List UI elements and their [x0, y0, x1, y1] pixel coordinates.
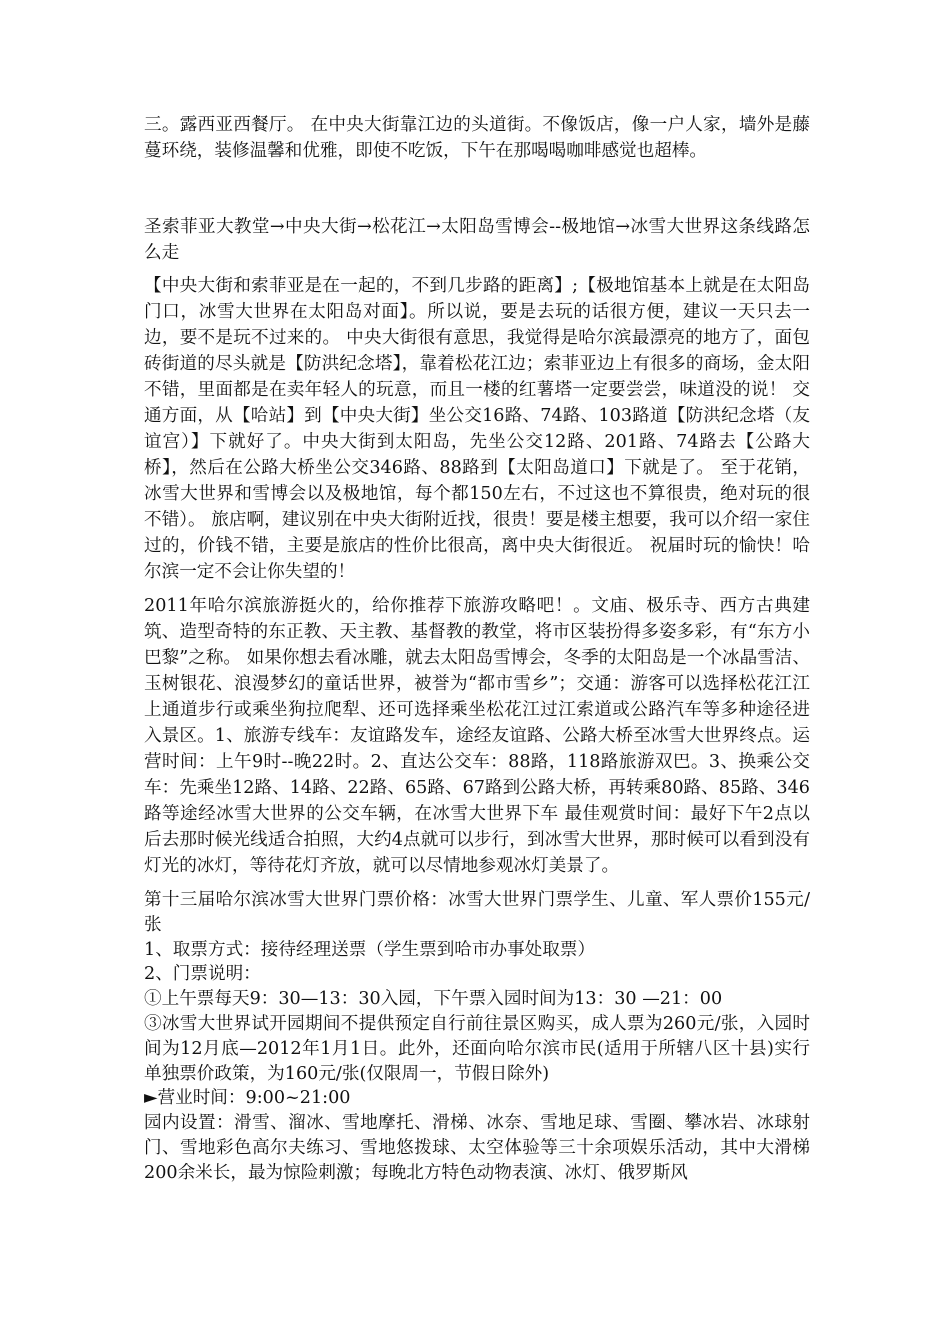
facilities-paragraph: 园内设置：滑雪、溜冰、雪地摩托、滑梯、冰奈、雪地足球、雪圈、攀冰岩、冰球射门、雪地彩色高尔夫练习、雪地悠拨球、太空体验等三十余项娱乐活动，其中大滑梯200余米长，最为惊险刺激；每晚北方特色动物表演、冰灯、俄罗斯风	[144, 1113, 810, 1183]
ticket-note-3: ③冰雪大世界试开园期间不提供预定自行前往景区购买，成人票为260元/张，入园时间为12月底—2012年1月1日。此外，还面向哈尔滨市民(适用于所辖八区十县)实行单独票价政策，为160元/张(仅限周一，节假日除外)	[144, 1013, 810, 1084]
document-page	[144, 112, 810, 1186]
ticket-notes-label: 2、门票说明：	[144, 964, 261, 985]
ticket-note-1: ①上午票每天9：30—13：30入园，下午票入园时间为13：30 —21：00	[144, 989, 723, 1010]
business-hours-line: ►营业时间：9:00~21:00	[144, 1088, 351, 1109]
question-heading: 圣索菲亚大教堂→中央大街→松花江→太阳岛雪博会--极地馆→冰雪大世界这条线路怎么走	[144, 217, 810, 263]
paragraph-answer: 【中央大街和索菲亚是在一起的，不到几步路的距离】;【极地馆基本上就是在太阳岛门口，冰雪大世界在太阳岛对面】。所以说，要是去玩的话很方便，建议一天只去一边，要不是玩不过来的。 中央大街很有意思，我觉得是哈尔滨最漂亮的地方了，面包砖街道的尽头就是【防洪纪念塔】，靠着松花江边；索菲亚边上有很多的商场，金太阳不错，里面都是在卖年轻人的玩意，而且一楼的红薯塔一定要尝尝，味道没的说！ 交通方面，从【哈站】到【中央大街】坐公交16路、74路、103路道【防洪纪念塔（友谊宫）】下就好了。中央大街到太阳岛，先坐公交12路、201路、74路去【公路大桥】，然后在公路大桥坐公交346路、88路到【太阳岛道口】下就是了。 至于花销，冰雪大世界和雪博会以及极地馆，每个都150左右，不过这也不算很贵，绝对玩的很不错）。 旅店啊，建议别在中央大街附近找，很贵！要是楼主想要，我可以介绍一家住过的，价钱不错，主要是旅店的性价比很高，离中央大街很近。 祝届时玩的愉快！哈尔滨一定不会让你失望的！	[144, 276, 810, 582]
ticket-price-heading: 第十三届哈尔滨冰雪大世界门票价格：冰雪大世界门票学生、儿童、军人票价155元/张	[144, 890, 810, 935]
paragraph-travel-guide: 2011年哈尔滨旅游挺火的，给你推荐下旅游攻略吧！。文庙、极乐寺、西方古典建筑、造型奇特的东正教、天主教、基督教的教堂，将市区装扮得多姿多彩，有“东方小巴黎”之称。 如果你想去看冰雕，就去太阳岛雪博会，冬季的太阳岛是一个冰晶雪洁、玉树银花、浪漫梦幻的童话世界，被誉为“都市雪乡”；交通：游客可以选择松花江江上通道步行或乘坐狗拉爬犁、还可选择乘坐松花江过江索道或公路汽车等多种途径进入景区。1、旅游专线车：友谊路发车，途经友谊路、公路大桥至冰雪大世界终点。运营时间：上午9时--晚22时。2、直达公交车：88路，118路旅游双巴。3、换乘公交车：先乘坐12路、14路、22路、65路、67路到公路大桥，再转乘80路、85路、346路等途经冰雪大世界的公交车辆，在冰雪大世界下车 最佳观赏时间：最好下午2点以后去那时候光线适合拍照，大约4点就可以步行，到冰雪大世界，那时候可以看到没有灯光的冰灯，等待花灯齐放，就可以尽情地参观冰灯美景了。	[144, 596, 810, 876]
paragraph-restaurant: 三。露西亚西餐厅。 在中央大街靠江边的头道街。不像饭店，像一户人家，墙外是藤蔓环绕，装修温馨和优雅，即使不吃饭，下午在那喝喝咖啡感觉也超棒。	[144, 115, 810, 161]
ticket-pickup-line: 1、取票方式：接待经理送票（学生票到哈市办事处取票）	[144, 939, 596, 960]
